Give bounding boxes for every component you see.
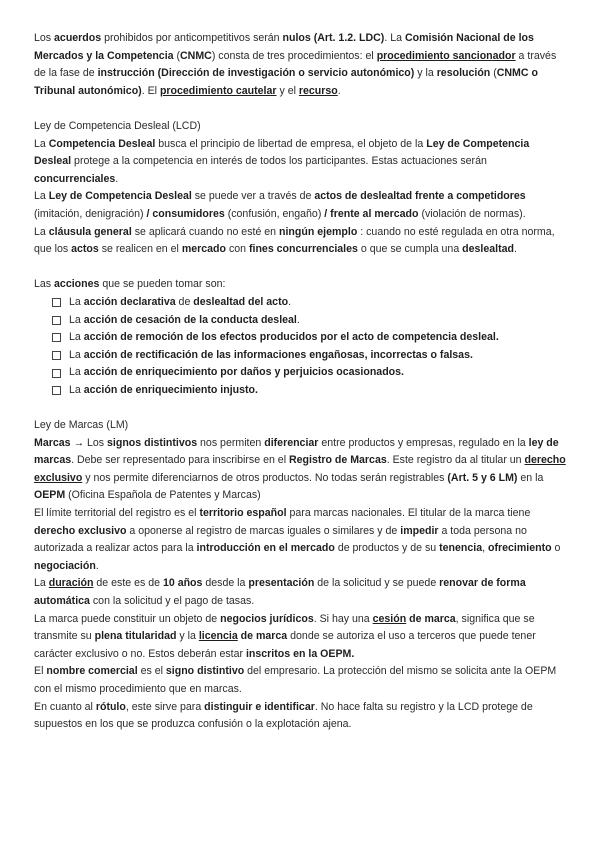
checklist-item [52,347,566,365]
spacer [34,259,566,277]
checklist-item-label: La acción de remoción de los efectos producidos por el acto de competencia desleal. [69,331,499,344]
lm-paragraph-6: En cuanto al rótulo, este sirve para distinguir e identificar. No hace falta su registro y la LCD protege de supuestos en los que se produzca confusión o la explotación ajena. [34,700,533,731]
lm-paragraph-2: El límite territorial del registro es el territorio español para marcas nacionales. El titular de la marca tiene derecho exclusivo a oponerse al registro de marcas iguales o similares y de impedir a toda persona no autorizada a realizar actos para la introducción en el mercado de productos y de su tenencia, ofrecimiento o negociación. [34,507,561,572]
checklist-item-label: La acción de enriquecimiento por daños y perjuicios ocasionados. [69,366,404,379]
checkbox[interactable] [52,316,61,325]
checklist-item [52,364,566,382]
lcd-heading: Ley de Competencia Desleal (LCD) [34,119,201,132]
checkbox[interactable] [52,351,61,360]
checklist-item [52,329,566,347]
checkbox[interactable] [52,386,61,395]
spacer [34,100,566,118]
lm-paragraph-1: Marcas → Los signos distintivos nos permiten diferenciar entre productos y empresas, regulado en la ley de marcas. Debe ser representado para inscribirse en el Registro de Marcas. Este registro da al titular un derecho exclusivo y nos permite diferenciarnos de otros productos. No todas serán registrables (Art. 5 y 6 LM) en la OEPM (Oficina Española de Patentes y Marcas) [34,436,566,502]
spacer [34,399,566,417]
acciones-intro: Las acciones que se pueden tomar son: [34,278,226,291]
lcd-paragraph-3: La cláusula general se aplicará cuando no esté en ningún ejemplo : cuando no esté regulada en otra norma, que los actos se realicen en el mercado con fines concurrenciales o que se cumpla una deslealtad. [34,225,555,256]
lcd-paragraph-2: La Ley de Competencia Desleal se puede ver a través de actos de deslealtad frente a competidores (imitación, denigración) / consumidores (confusión, engaño) / frente al mercado (violación de normas). [34,190,526,220]
lm-paragraph-4: La marca puede constituir un objeto de negocios jurídicos. Si hay una cesión de marca, significa que se transmite su plena titularidad y la licencia de marca donde se autoriza el uso a terceros que puede tener carácter exclusivo o no. Estos deberán estar inscritos en la OEPM. [34,612,536,660]
lm-paragraph-3: La duración de este es de 10 años desde la presentación de la solicitud y se puede renovar de forma automática con la solicitud y el pago de tasas. [34,577,526,607]
checkbox[interactable] [52,333,61,342]
checklist-item-label: La acción de rectificación de las informaciones engañosas, incorrectas o falsas. [69,348,473,361]
checklist-item [52,382,566,400]
acciones-checklist [34,294,566,400]
lm-heading: Ley de Marcas (LM) [34,419,129,432]
checklist-item-label: La acción de cesación de la conducta desleal. [69,313,300,326]
checklist-item [52,294,566,312]
checklist-item-label: La acción declarativa de deslealtad del acto. [69,295,292,308]
lcd-paragraph-1: La Competencia Desleal busca el principio de libertad de empresa, el objeto de la Ley de Competencia Desleal protege a la competencia en interés de todos los participantes. Estas actuaciones serán concurrenciales. [34,137,530,185]
intro-paragraph: Los acuerdos prohibidos por anticompetitivos serán nulos (Art. 1.2. LDC). La Comisión Nacional de los Mercados y la Competencia (CNMC) consta de tres procedimientos: el procedimiento sancionador a través de la fase de instrucción (Dirección de investigación o servicio autonómico) y la resolución (CNMC o Tribunal autonómico). El procedimiento cautelar y el recurso. [34,32,557,97]
lm-paragraph-5: El nombre comercial es el signo distintivo del empresario. La protección del mismo se solicita ante la OEPM con el mismo procedimiento que en marcas. [34,665,557,695]
checkbox[interactable] [52,298,61,307]
checklist-item [52,312,566,330]
checklist-item-label: La acción de enriquecimiento injusto. [69,383,258,396]
checkbox[interactable] [52,369,61,378]
